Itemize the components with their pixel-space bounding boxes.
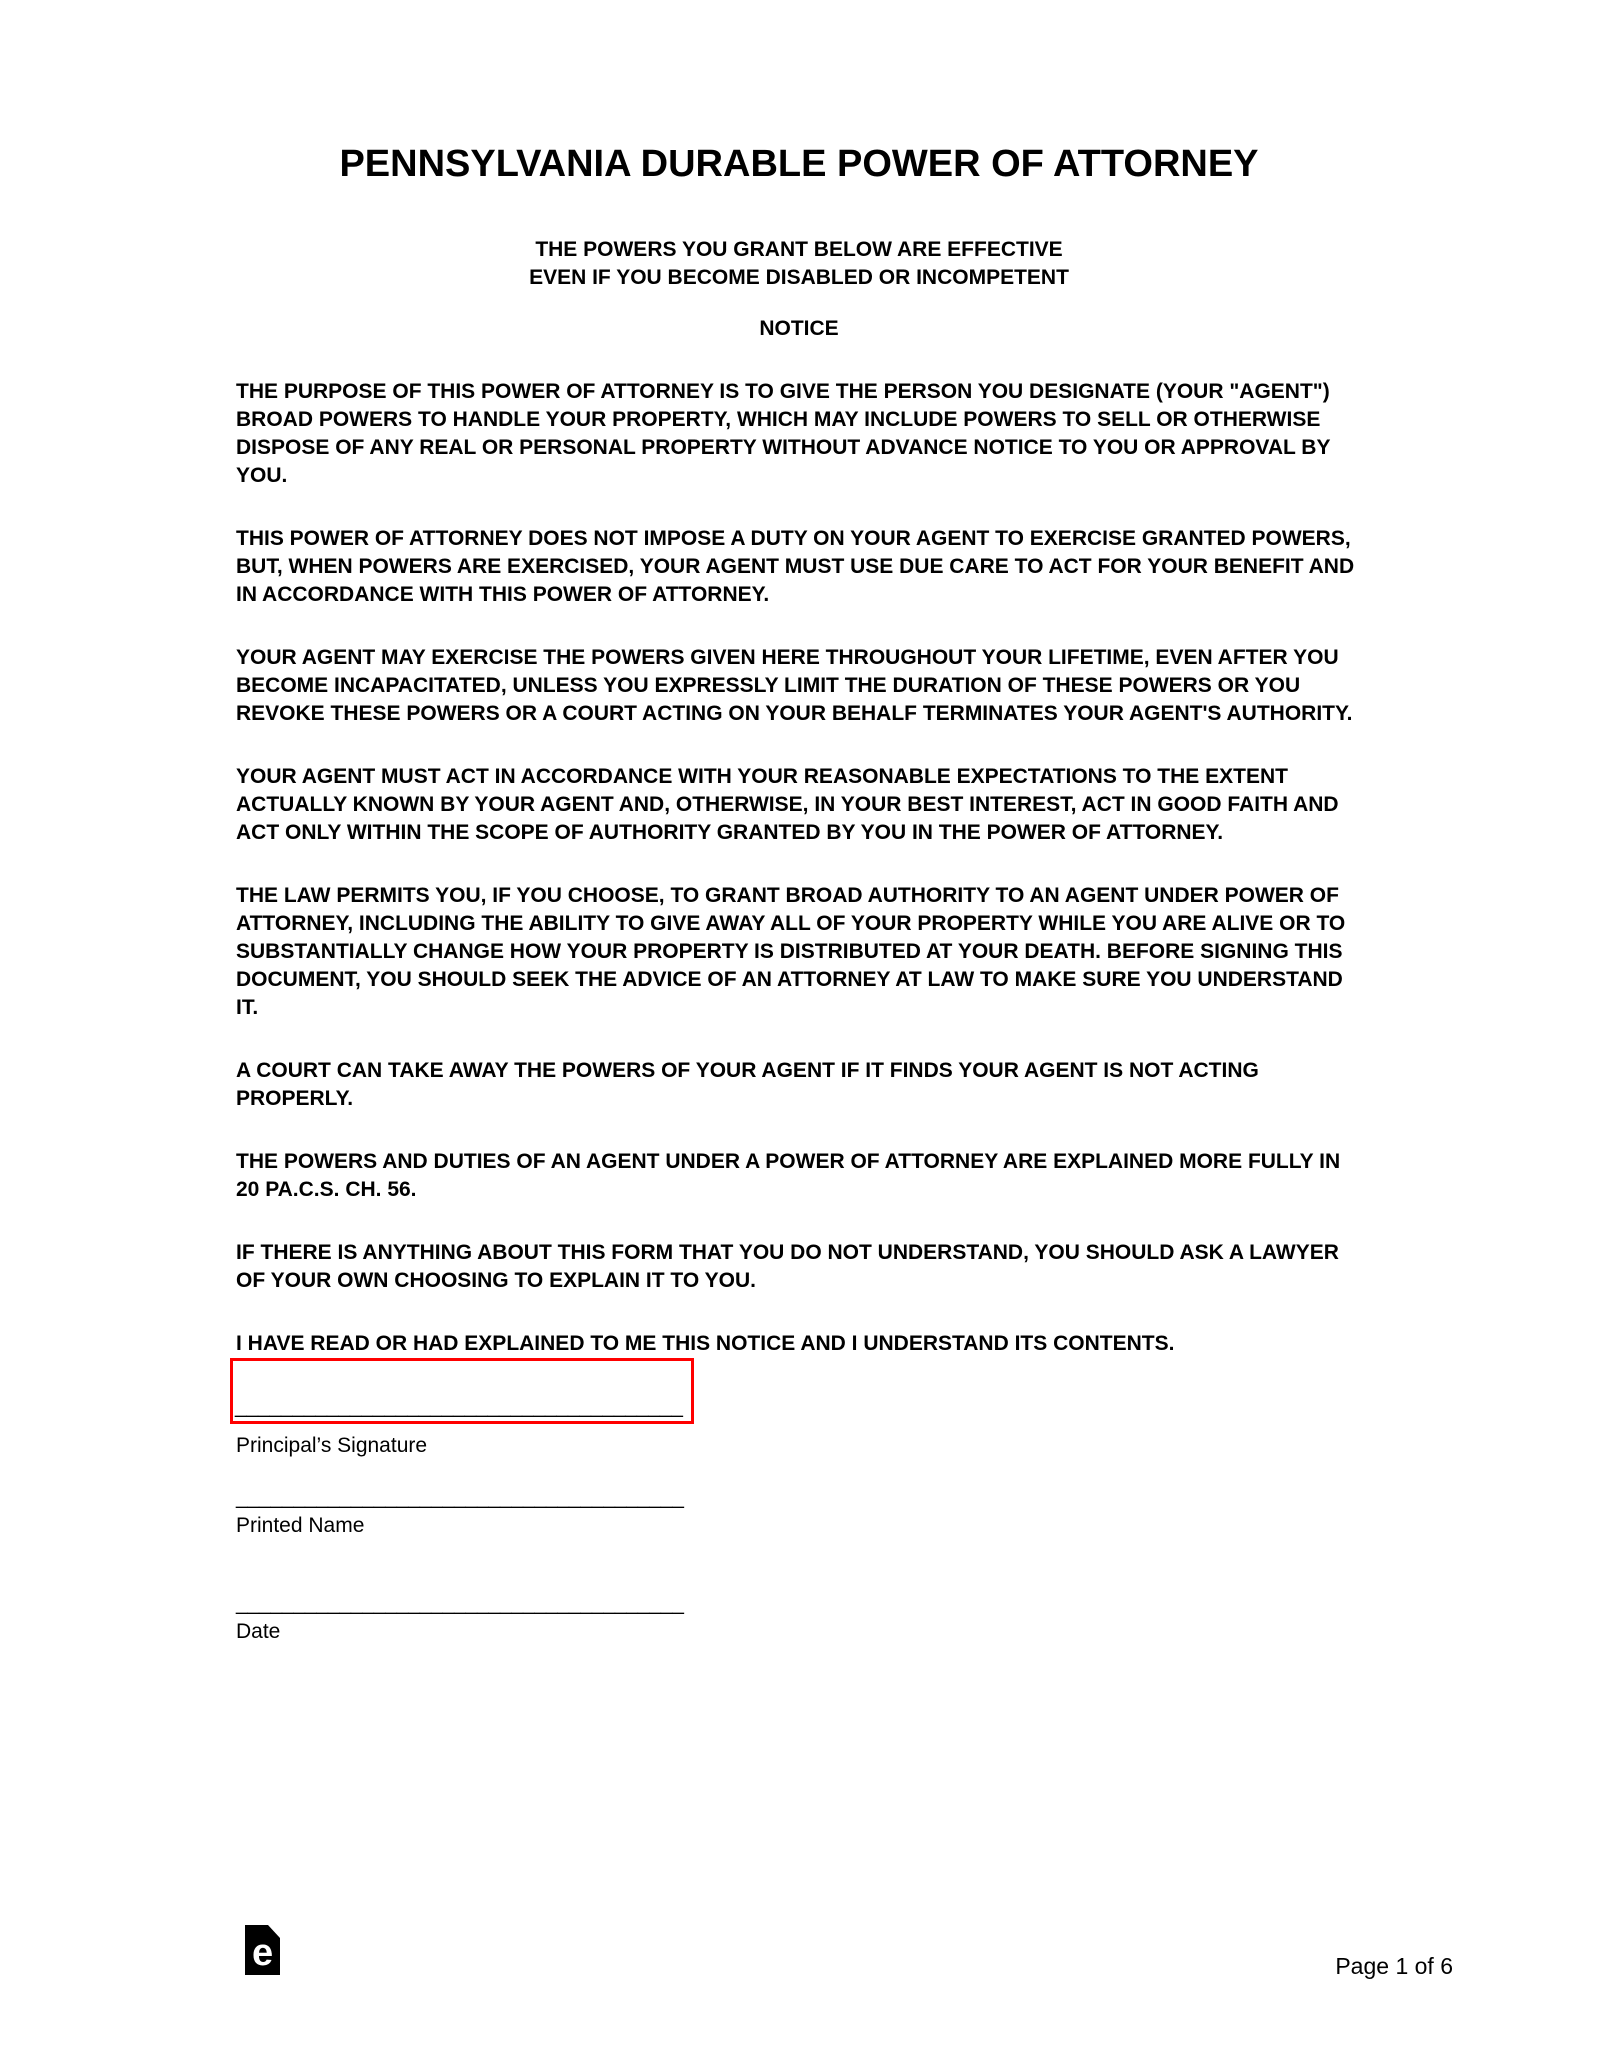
logo-letter: e <box>252 1932 274 1974</box>
paragraph-acknowledgment: I HAVE READ OR HAD EXPLAINED TO ME THIS NOTICE AND I UNDERSTAND ITS CONTENTS. <box>236 1332 1175 1355</box>
subtitle-line-1: THE POWERS YOU GRANT BELOW ARE EFFECTIVE <box>535 238 1063 261</box>
printed-name-field <box>236 1484 1362 1540</box>
paragraph-expectations: YOUR AGENT MUST ACT IN ACCORDANCE WITH YOUR REASONABLE EXPECTATIONS TO THE EXTENT ACTUALLY KNOWN BY YOUR AGENT AND, OTHERWISE, IN YOUR BEST INTEREST, ACT IN GOOD FAITH AND ACT ONLY WITHIN THE SCOPE OF AUTHORITY GRANTED BY YOU IN THE POWER OF ATTORNEY. <box>236 765 1339 844</box>
date-field <box>236 1590 1362 1646</box>
paragraph-court: A COURT CAN TAKE AWAY THE POWERS OF YOUR AGENT IF IT FINDS YOUR AGENT IS NOT ACTING PROPERLY. <box>236 1059 1259 1110</box>
document-body <box>236 0 1362 1646</box>
paragraph-purpose: THE PURPOSE OF THIS POWER OF ATTORNEY IS TO GIVE THE PERSON YOU DESIGNATE (YOUR "AGENT") BROAD POWERS TO HANDLE YOUR PROPERTY, WHICH MAY INCLUDE POWERS TO SELL OR OTHERWISE DISPOSE OF ANY REAL OR PERSONAL PROPERTY WITHOUT ADVANCE NOTICE TO YOU OR APPROVAL BY YOU. <box>236 380 1331 487</box>
subtitle-line-2: EVEN IF YOU BECOME DISABLED OR INCOMPETENT <box>529 266 1069 289</box>
page-title: PENNSYLVANIA DURABLE POWER OF ATTORNEY <box>339 143 1259 185</box>
paragraph-powers-duties: THE POWERS AND DUTIES OF AN AGENT UNDER A POWER OF ATTORNEY ARE EXPLAINED MORE FULLY IN 20 PA.C.S. CH. 56. <box>236 1150 1341 1201</box>
paragraph-duty: THIS POWER OF ATTORNEY DOES NOT IMPOSE A DUTY ON YOUR AGENT TO EXERCISE GRANTED POWERS, BUT, WHEN POWERS ARE EXERCISED, YOUR AGENT MUST USE DUE CARE TO ACT FOR YOUR BENEFIT AND IN ACCORDANCE WITH THIS POWER OF ATTORNEY. <box>236 527 1355 606</box>
printed-name-line: _______________________________________ <box>236 1486 684 1509</box>
page-number: Page 1 of 6 <box>1335 1953 1453 1979</box>
signature-line: _______________________________________ <box>235 1395 683 1418</box>
paragraph-broad-authority: THE LAW PERMITS YOU, IF YOU CHOOSE, TO GRANT BROAD AUTHORITY TO AN AGENT UNDER POWER OF ATTORNEY, INCLUDING THE ABILITY TO GIVE AWAY ALL OF YOUR PROPERTY WHILE YOU ARE ALIVE OR TO SUBSTANTIALLY CHANGE HOW YOUR PROPERTY IS DISTRIBUTED AT YOUR DEATH. BEFORE SIGNING THIS DOCUMENT, YOU SHOULD SEEK THE ADVICE OF AN ATTORNEY AT LAW TO MAKE SURE YOU UNDERSTAND IT. <box>236 884 1346 1019</box>
date-line: _______________________________________ <box>236 1592 684 1615</box>
date-label: Date <box>236 1620 281 1643</box>
printed-name-label: Printed Name <box>236 1514 365 1537</box>
eforms-logo <box>245 1925 280 1975</box>
paragraph-ask-lawyer: IF THERE IS ANYTHING ABOUT THIS FORM THAT YOU DO NOT UNDERSTAND, YOU SHOULD ASK A LAWYER OF YOUR OWN CHOOSING TO EXPLAIN IT TO YOU. <box>236 1241 1339 1292</box>
principal-signature-field[interactable] <box>230 1358 694 1424</box>
document-page-icon <box>245 1925 280 1975</box>
paragraph-lifetime: YOUR AGENT MAY EXERCISE THE POWERS GIVEN HERE THROUGHOUT YOUR LIFETIME, EVEN AFTER YOU BECOME INCAPACITATED, UNLESS YOU EXPRESSLY LIMIT THE DURATION OF THESE POWERS OR YOU REVOKE THESE POWERS OR A COURT ACTING ON YOUR BEHALF TERMINATES YOUR AGENT'S AUTHORITY. <box>236 646 1353 725</box>
notice-heading: NOTICE <box>759 317 839 340</box>
subtitle <box>236 236 1362 292</box>
principal-signature-label: Principal’s Signature <box>236 1434 428 1457</box>
